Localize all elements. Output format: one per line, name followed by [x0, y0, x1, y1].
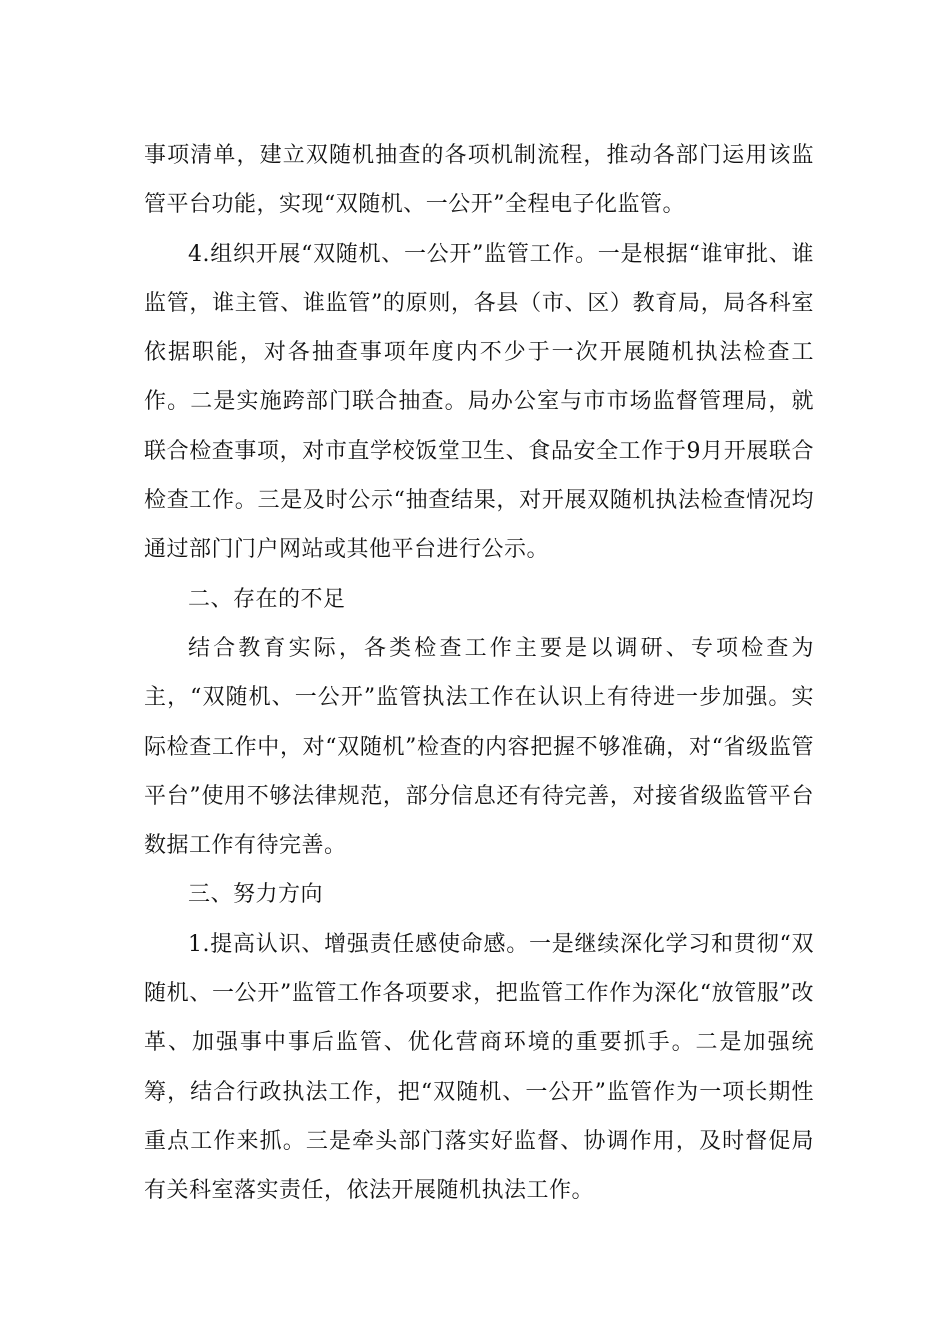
paragraph-continuation: 事项清单，建立双随机抽查的各项机制流程，推动各部门运用该监管平台功能，实现“双随机、一公开”全程电子化监管。 [144, 143, 814, 218]
paragraph-shortcomings: 结合教育实际，各类检查工作主要是以调研、专项检查为主，“双随机、一公开”监管执法工作在认识上有待进一步加强。实际检查工作中，对“双随机”检查的内容把握不够准确，对“省级监管平台”使用不够法律规范，部分信息还有待完善，对接省级监管平台数据工作有待完善。 [144, 635, 814, 859]
document-body [144, 131, 814, 1216]
section-heading-direction: 三、努力方向 [188, 882, 324, 908]
paragraph-item-4: 4.组织开展“双随机、一公开”监管工作。一是根据“谁审批、谁监管，谁主管、谁监管”的原则，各县（市、区）教育局，局各科室依据职能，对各抽查事项年度内不少于一次开展随机执法检查工作。二是实施跨部门联合抽查。局办公室与市市场监督管理局，就联合检查事项，对市直学校饭堂卫生、食品安全工作于9月开展联合检查工作。三是及时公示“抽查结果，对开展双随机执法检查情况均通过部门门户网站或其他平台进行公示。 [144, 241, 814, 563]
paragraph-item-1: 1.提高认识、增强责任感使命感。一是继续深化学习和贯彻“双随机、一公开”监管工作各项要求，把监管工作作为深化“放管服”改革、加强事中事后监管、优化营商环境的重要抓手。二是加强统筹，结合行政执法工作，把“双随机、一公开”监管作为一项长期性重点工作来抓。三是牵头部门落实好监督、协调作用，及时督促局有关科室落实责任，依法开展随机执法工作。 [144, 931, 814, 1204]
section-heading-shortcomings: 二、存在的不足 [188, 586, 346, 612]
